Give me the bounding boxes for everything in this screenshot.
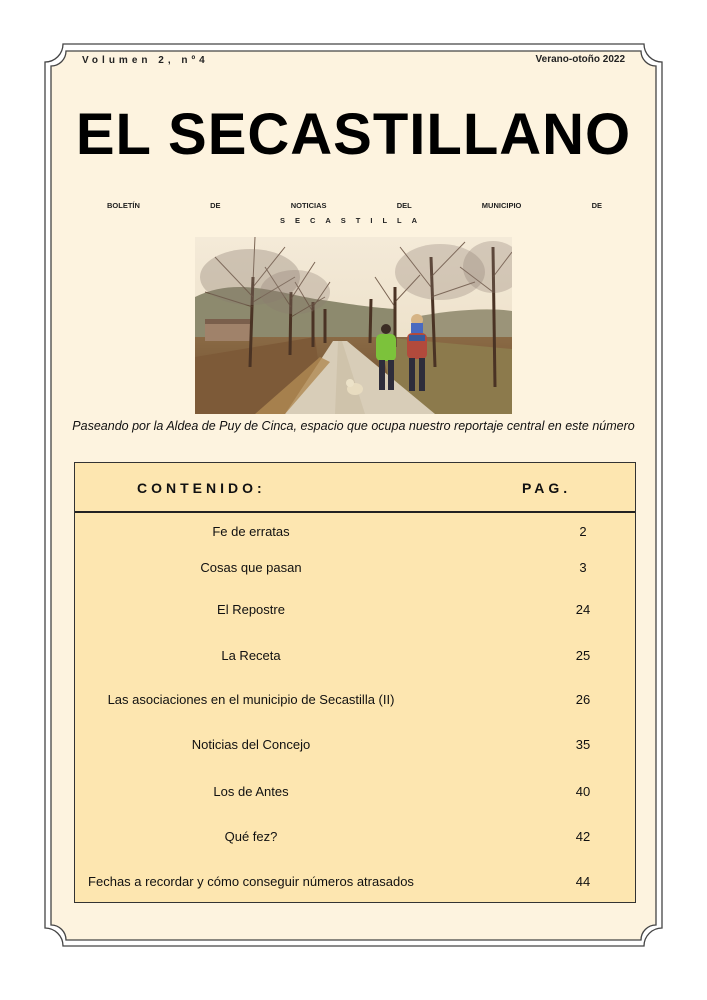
season-label: Verano-otoño 2022 xyxy=(535,54,625,65)
toc-item-title: Fechas a recordar y cómo conseguir números atrasados xyxy=(88,874,414,889)
toc-item-title: El Repostre xyxy=(217,602,285,617)
toc-row xyxy=(75,648,635,668)
toc-item-page: 26 xyxy=(575,692,591,707)
toc-row xyxy=(75,524,635,544)
toc-row xyxy=(75,784,635,804)
toc-item-page: 3 xyxy=(579,560,587,575)
toc-row xyxy=(75,829,635,849)
toc-item-title: Fe de erratas xyxy=(212,524,290,539)
toc-header xyxy=(75,463,635,513)
toc-item-page: 44 xyxy=(575,874,591,889)
cover-photo xyxy=(195,237,512,414)
toc-header-page: PAG. xyxy=(522,480,572,496)
toc-item-title: La Receta xyxy=(221,648,281,663)
toc-row xyxy=(75,692,635,712)
toc-item-page: 42 xyxy=(575,829,591,844)
toc-header-title: CONTENIDO: xyxy=(137,480,266,496)
subtitle-line-2: SECASTILLA xyxy=(279,216,428,225)
subtitle-line-1: BOLETÍN DE NOTICIAS DEL MUNICIPIO DE xyxy=(107,201,602,210)
toc-row xyxy=(75,874,635,894)
toc-item-title: Noticias del Concejo xyxy=(191,737,311,752)
toc-item-page: 40 xyxy=(575,784,591,799)
toc-item-title: Los de Antes xyxy=(213,784,289,799)
toc-row xyxy=(75,602,635,622)
newsletter-title: EL SECASTILLANO xyxy=(75,102,632,167)
toc-item-page: 24 xyxy=(575,602,591,617)
table-of-contents xyxy=(74,462,636,903)
photo-caption: Paseando por la Aldea de Puy de Cinca, espacio que ocupa nuestro reportaje central en este número xyxy=(72,419,635,433)
toc-item-title: Qué fez? xyxy=(224,829,278,844)
toc-item-title: Las asociaciones en el municipio de Secastilla (II) xyxy=(107,692,395,707)
toc-row xyxy=(75,737,635,757)
toc-item-title: Cosas que pasan xyxy=(200,560,302,575)
toc-item-page: 2 xyxy=(579,524,587,539)
volume-label: Volumen 2, nº4 xyxy=(82,55,209,66)
toc-row xyxy=(75,560,635,580)
toc-item-page: 35 xyxy=(575,737,591,752)
toc-item-page: 25 xyxy=(575,648,591,663)
